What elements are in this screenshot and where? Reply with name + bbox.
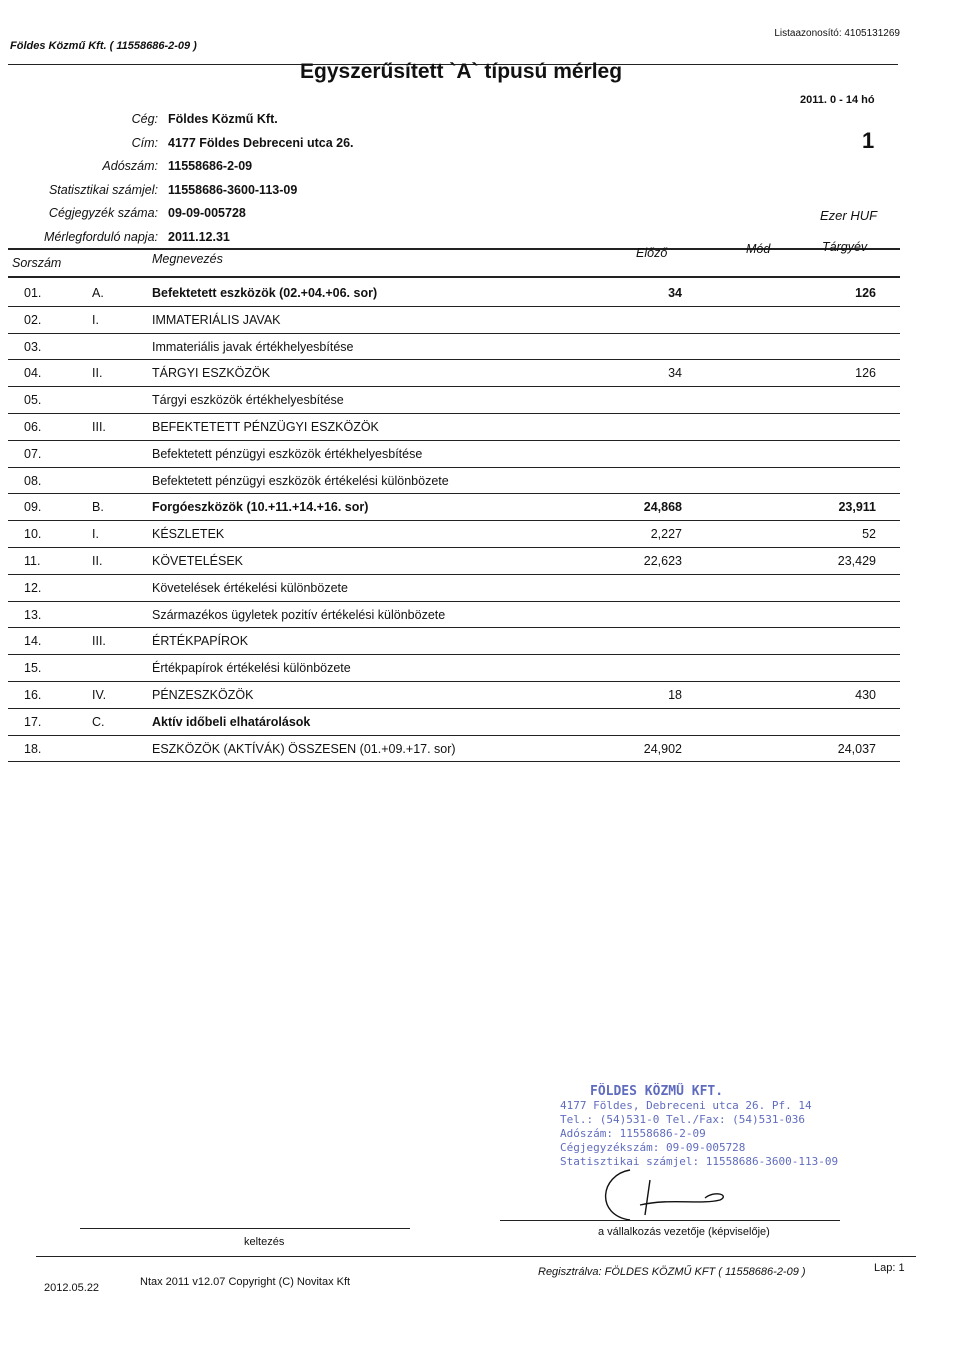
company-info-label: Cég: <box>131 112 158 126</box>
date-line <box>80 1228 410 1229</box>
row-previous-value: 34 <box>668 286 682 300</box>
company-info-label: Mérlegforduló napja: <box>44 229 158 244</box>
list-id: Listaazonosító: 4105131269 <box>774 28 900 39</box>
table-header-rule <box>8 276 900 278</box>
col-header-elozo: Előző <box>636 246 668 260</box>
stamp-line: Cégjegyzékszám: 09-09-005728 <box>560 1141 746 1154</box>
row-divider <box>8 601 900 602</box>
row-number: 10. <box>24 527 42 542</box>
row-divider <box>8 520 900 521</box>
row-current-value: 24,037 <box>837 741 876 756</box>
row-name: ÉRTÉKPAPÍROK <box>152 634 249 649</box>
row-divider <box>8 440 900 441</box>
row-number: 15. <box>24 661 42 676</box>
stamp-line: Tel.: (54)531-0 Tel./Fax: (54)531-036 <box>560 1113 806 1126</box>
row-number: 01. <box>24 286 42 300</box>
row-number: 08. <box>24 473 42 488</box>
row-number: 09. <box>24 500 42 515</box>
row-divider <box>8 547 900 548</box>
row-number: 06. <box>24 420 42 434</box>
document-title: Egyszerűsített `A` típusú mérleg <box>300 60 623 83</box>
row-divider <box>8 681 900 682</box>
row-current-value: 23,429 <box>837 554 876 568</box>
company-info-label: Cégjegyzék száma: <box>48 206 158 220</box>
company-info-label: Cím: <box>131 135 158 150</box>
row-divider <box>8 627 900 628</box>
stamp-line: 4177 Földes, Debreceni utca 26. Pf. 14 <box>560 1099 812 1112</box>
row-divider <box>8 413 900 414</box>
row-number: 02. <box>24 312 42 327</box>
row-divider <box>8 708 900 709</box>
page-number: 1 <box>862 128 875 153</box>
stamp-line: Statisztikai számjel: 11558686-3600-113-09 <box>560 1155 839 1168</box>
company-info-value: 09-09-005728 <box>168 206 246 220</box>
row-previous-value: 34 <box>668 366 682 381</box>
row-previous-value: 24,902 <box>643 741 682 756</box>
signer-line <box>500 1220 840 1221</box>
stamp-line: FÖLDES KÖZMŰ KFT. <box>590 1084 724 1099</box>
row-name: ESZKÖZÖK (AKTÍVÁK) ÖSSZESEN (01.+09.+17. sor) <box>152 741 456 756</box>
row-name: KÉSZLETEK <box>152 527 225 542</box>
row-name: IMMATERIÁLIS JAVAK <box>152 312 281 327</box>
col-header-megnevezes: Megnevezés <box>152 252 223 266</box>
registration-info: Regisztrálva: FÖLDES KÖZMŰ KFT ( 11558686-2-09 ) <box>538 1266 806 1278</box>
row-code: III. <box>92 634 106 649</box>
row-code: B. <box>92 500 104 515</box>
company-info-value: 4177 Földes Debreceni utca 26. <box>168 135 354 150</box>
row-number: 13. <box>24 607 42 622</box>
row-code: II. <box>92 554 103 568</box>
row-current-value: 126 <box>855 366 876 381</box>
row-divider <box>8 333 900 334</box>
row-name: Értékpapírok értékelési különbözete <box>152 661 351 676</box>
row-divider <box>8 654 900 655</box>
row-current-value: 23,911 <box>838 500 876 515</box>
row-name: KÖVETELÉSEK <box>152 554 244 568</box>
signer-label: a vállalkozás vezetője (képviselője) <box>598 1226 770 1238</box>
row-number: 11. <box>24 554 41 568</box>
row-number: 14. <box>24 634 42 649</box>
row-previous-value: 18 <box>668 688 682 702</box>
row-name: Befektetett eszközök (02.+04.+06. sor) <box>152 286 378 300</box>
row-name: BEFEKTETETT PÉNZÜGYI ESZKÖZÖK <box>152 420 379 434</box>
row-previous-value: 22,623 <box>643 554 682 568</box>
row-code: III. <box>92 420 106 434</box>
row-name: TÁRGYI ESZKÖZÖK <box>152 366 271 381</box>
row-divider <box>8 761 900 762</box>
row-name: Befektetett pénzügyi eszközök értékelési különbözete <box>152 473 449 488</box>
company-info-value: Földes Közmű Kft. <box>168 112 278 126</box>
row-code: C. <box>92 714 105 729</box>
row-code: IV. <box>92 688 107 702</box>
row-name: Aktív időbeli elhatárolások <box>152 714 311 729</box>
row-divider <box>8 735 900 736</box>
print-date: 2012.05.22 <box>44 1282 100 1294</box>
row-divider <box>8 493 900 494</box>
row-divider <box>8 574 900 575</box>
row-divider <box>8 467 900 468</box>
company-info-label: Adószám: <box>102 159 158 173</box>
row-code: I. <box>92 527 99 542</box>
company-info-value: 11558686-3600-113-09 <box>168 182 298 197</box>
row-previous-value: 24,868 <box>643 500 682 515</box>
row-number: 18. <box>24 741 42 756</box>
footer-rule <box>36 1256 916 1257</box>
stamp-line: Adószám: 11558686-2-09 <box>560 1127 706 1140</box>
row-name: Befektetett pénzügyi eszközök értékhelyesbítése <box>152 446 423 461</box>
row-number: 12. <box>24 580 42 595</box>
page-label: Lap: 1 <box>874 1262 905 1274</box>
col-header-targyev: Tárgyév <box>822 240 868 254</box>
row-divider <box>8 359 900 360</box>
row-current-value: 430 <box>855 688 876 702</box>
row-number: 16. <box>24 688 42 702</box>
row-code: I. <box>92 312 99 327</box>
row-name: Forgóeszközök (10.+11.+14.+16. sor) <box>152 500 369 515</box>
company-reference: Földes Közmű Kft. ( 11558686-2-09 ) <box>10 40 197 52</box>
row-name: Követelések értékelési különbözete <box>152 580 348 595</box>
software-info: Ntax 2011 v12.07 Copyright (C) Novitax Kft <box>140 1276 351 1288</box>
row-name: Tárgyi eszközök értékhelyesbítése <box>152 393 344 408</box>
company-info-value: 11558686-2-09 <box>168 159 253 173</box>
row-number: 07. <box>24 446 42 461</box>
row-current-value: 126 <box>855 286 876 300</box>
currency-unit: Ezer HUF <box>820 208 878 223</box>
date-label: keltezés <box>244 1236 285 1248</box>
company-info-value: 2011.12.31 <box>168 229 230 244</box>
col-header-mod: Mód <box>746 242 771 256</box>
company-info-label: Statisztikai számjel: <box>48 182 158 197</box>
row-name: Immateriális javak értékhelyesbítése <box>152 339 354 354</box>
row-name: Származékos ügyletek pozitív értékelési különbözete <box>152 607 446 622</box>
row-current-value: 52 <box>862 527 876 542</box>
col-header-sorszam: Sorszám <box>12 256 62 270</box>
row-divider <box>8 306 900 307</box>
row-number: 17. <box>24 714 42 729</box>
row-previous-value: 2,227 <box>650 527 682 542</box>
row-number: 04. <box>24 366 42 381</box>
row-name: PÉNZESZKÖZÖK <box>152 688 254 702</box>
row-number: 05. <box>24 393 42 408</box>
row-code: A. <box>92 286 104 300</box>
row-divider <box>8 386 900 387</box>
period: 2011. 0 - 14 hó <box>800 94 875 106</box>
row-number: 03. <box>24 339 42 354</box>
row-code: II. <box>92 366 103 381</box>
